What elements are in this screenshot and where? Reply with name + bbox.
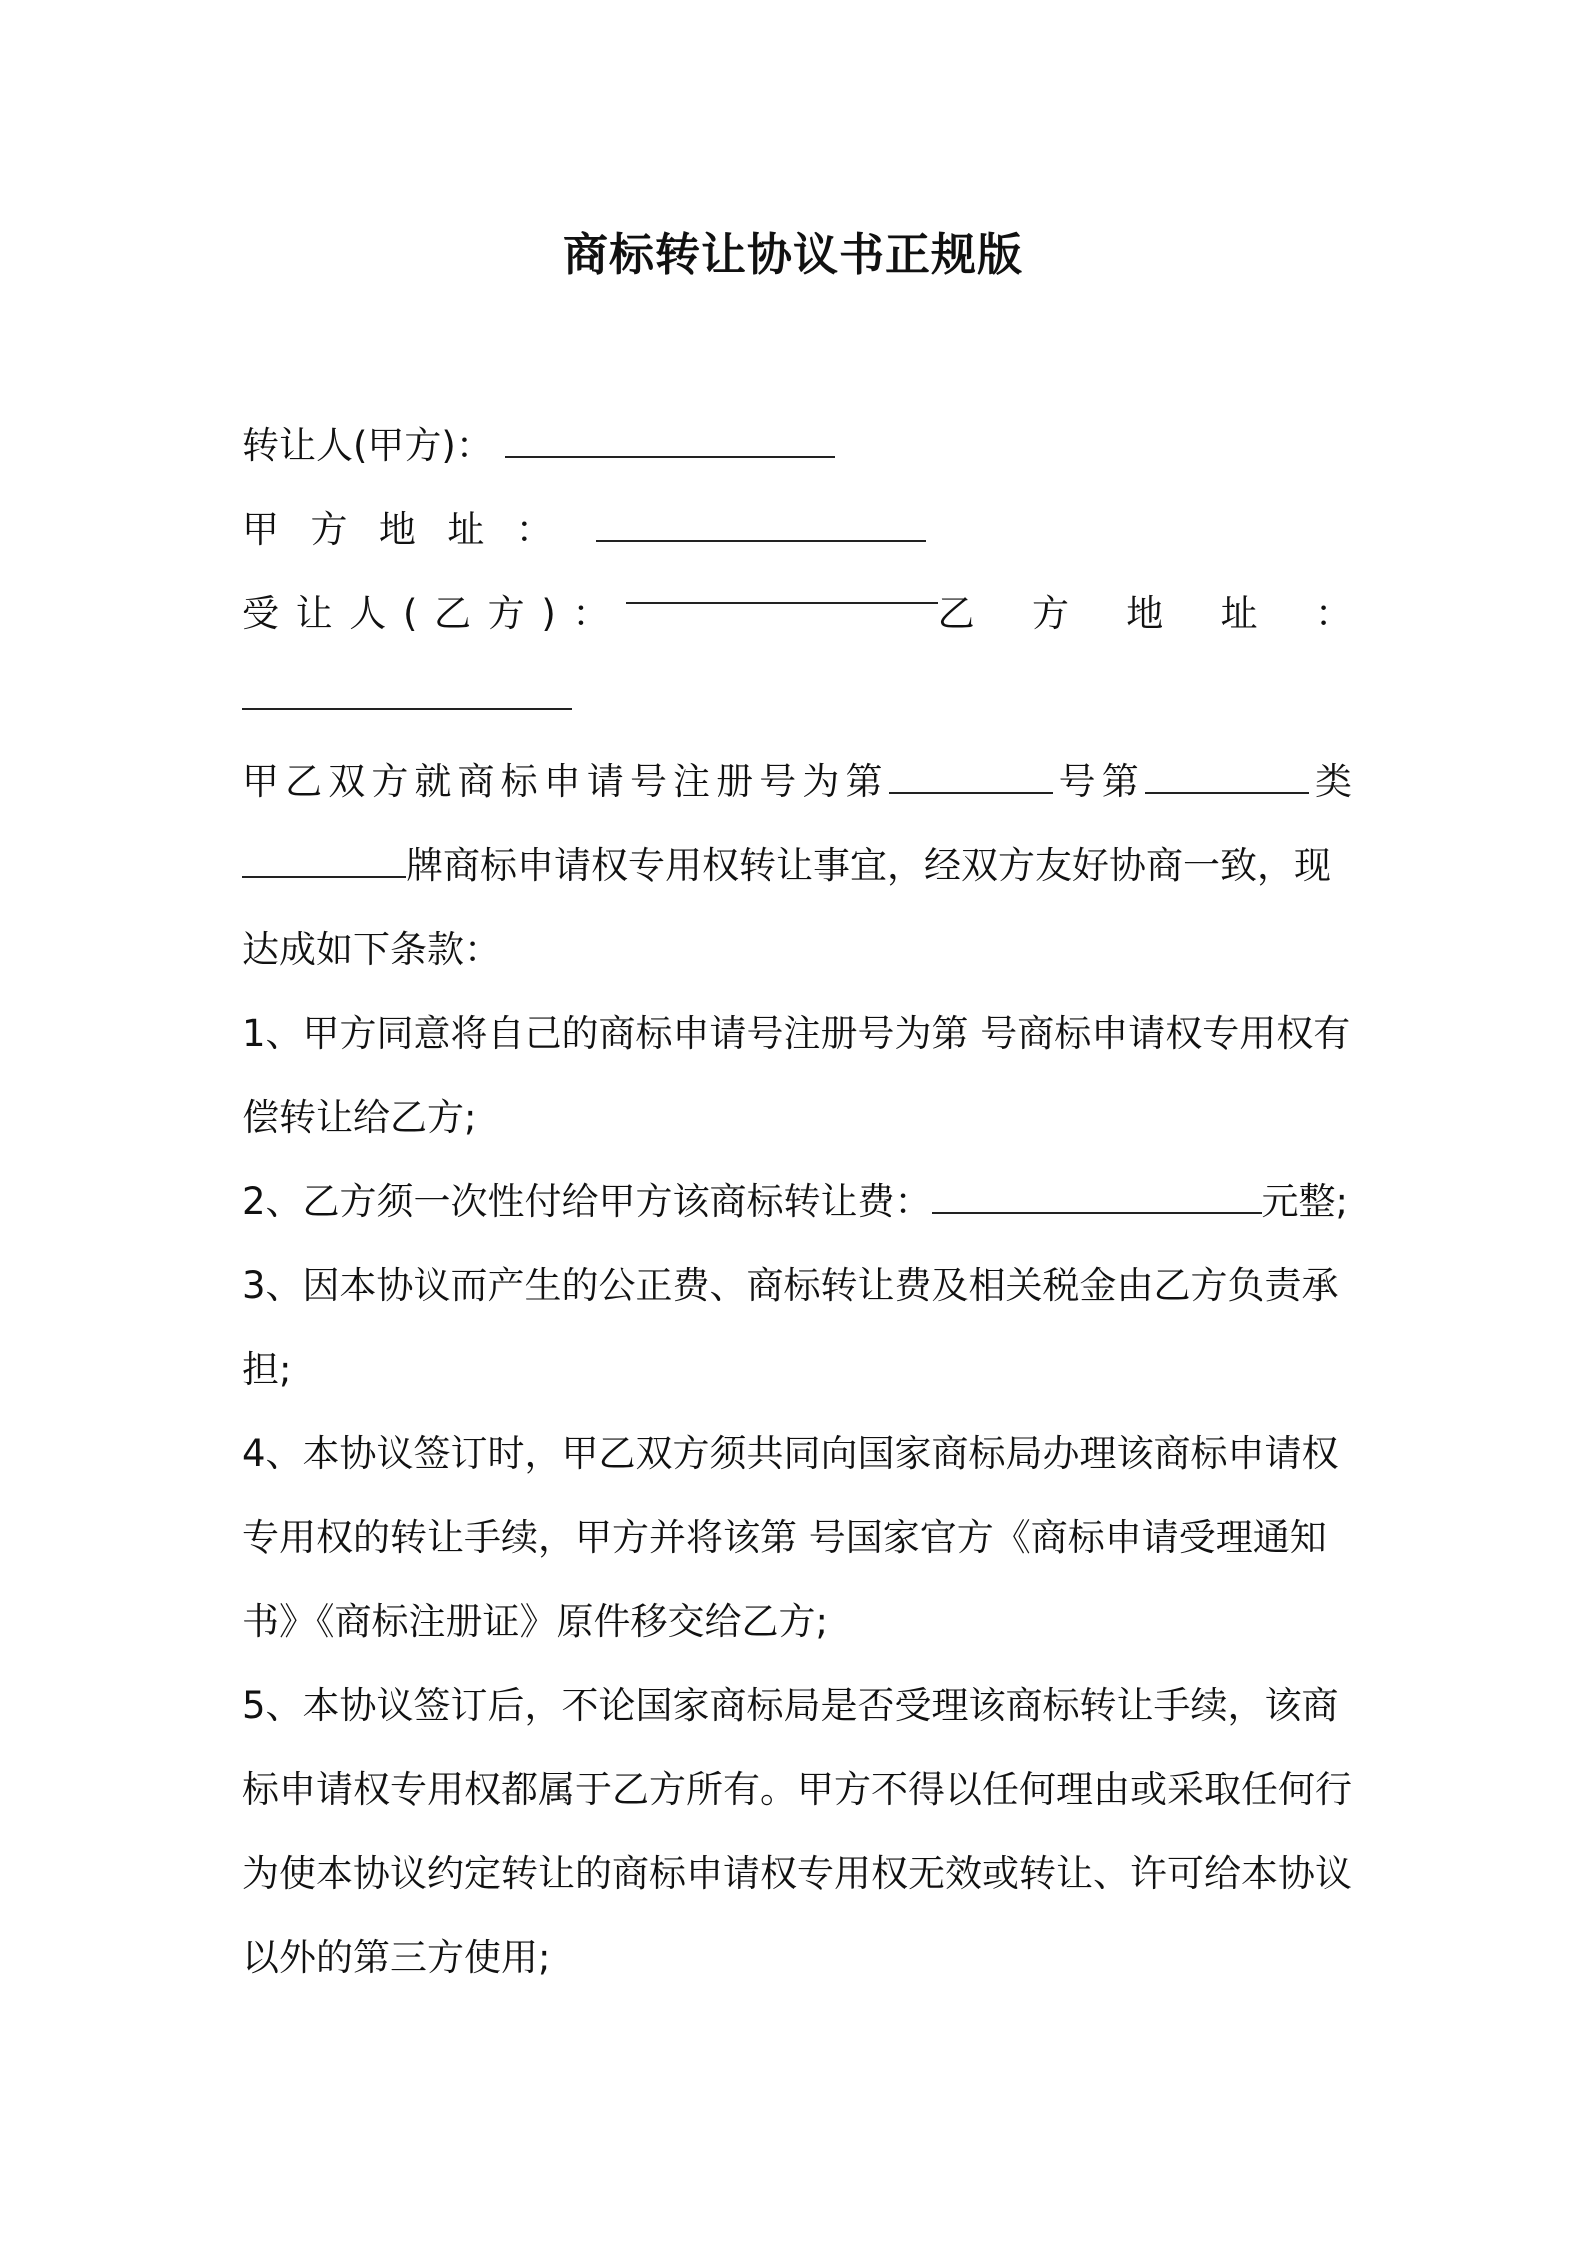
clause-1-line-2 (242, 1076, 1352, 1160)
intro-line-2 (242, 824, 1352, 908)
transferee-line (242, 572, 1410, 656)
clause-5-line-1 (242, 1664, 1352, 1748)
intro-part3: 类 (1308, 760, 1353, 803)
clause-4-text-2: 专用权的转让手续，甲方并将该第 号国家官方《商标申请受理通知 (242, 1516, 1327, 1559)
clause-5-line-2 (242, 1748, 1352, 1832)
transferor-label: 转让人(甲方)： (242, 424, 493, 467)
clause-5-text-4: 以外的第三方使用; (242, 1936, 551, 1979)
party-a-address-label: 甲方地址： (242, 508, 585, 551)
intro-part1: 甲乙双方就商标申请号注册号为第 (242, 760, 889, 803)
transferor-blank (505, 426, 835, 458)
clause-5-line-4 (242, 1916, 1352, 2000)
document-title: 商标转让协议书正规版 (562, 228, 1023, 281)
party-b-address-blank (242, 678, 572, 710)
party-b-address-label: 乙方地址： (937, 592, 1410, 635)
clause-3-text-2: 担; (242, 1348, 292, 1391)
clause-3-line-1 (242, 1244, 1352, 1328)
registration-number-blank (889, 762, 1053, 794)
brand-name-blank (242, 846, 406, 878)
party-a-address-blank (596, 510, 926, 542)
clause-4-line-2 (242, 1496, 1352, 1580)
clause-4-line-1 (242, 1412, 1352, 1496)
transferor-line (242, 404, 1352, 488)
transferee-blank (626, 572, 938, 604)
document-body (242, 404, 1410, 2000)
clause-4-text-3: 书》《商标注册证》原件移交给乙方; (242, 1600, 828, 1643)
transfer-fee-blank (932, 1182, 1262, 1214)
class-number-blank (1145, 762, 1309, 794)
clause-1-text-1: 1、甲方同意将自己的商标申请号注册号为第 号商标申请权专用权有 (242, 1012, 1351, 1055)
transferee-label: 受让人(乙方)： (242, 592, 627, 635)
clause-5-line-3 (242, 1832, 1352, 1916)
clause-5-text-3: 为使本协议约定转让的商标申请权专用权无效或转让、许可给本协议 (242, 1852, 1352, 1895)
clause-5-text-1: 5、本协议签订后，不论国家商标局是否受理该商标转让手续，该商 (242, 1684, 1339, 1727)
party-b-address-blank-line (242, 656, 1352, 740)
clause-4-text-1: 4、本协议签订时，甲乙双方须共同向国家商标局办理该商标申请权 (242, 1432, 1339, 1475)
clause-1-text-2: 偿转让给乙方; (242, 1096, 477, 1139)
clause-4-line-3 (242, 1580, 1352, 1664)
intro-line-3 (242, 908, 1352, 992)
intro-line-1 (242, 740, 1352, 824)
clause-2-text-a: 2、乙方须一次性付给甲方该商标转让费： (242, 1180, 932, 1223)
clause-1-line-1 (242, 992, 1352, 1076)
clause-3-text-1: 3、因本协议而产生的公正费、商标转让费及相关税金由乙方负责承 (242, 1264, 1339, 1307)
clause-5-text-2: 标申请权专用权都属于乙方所有。甲方不得以任何理由或采取任何行 (242, 1768, 1352, 1811)
clause-2-text-b: 元整; (1261, 1180, 1349, 1223)
clause-3-line-2 (242, 1328, 1352, 1412)
intro-part5: 达成如下条款： (242, 928, 501, 971)
clause-2-line (242, 1160, 1352, 1244)
intro-part2: 号第 (1052, 760, 1145, 803)
party-a-address-line (242, 488, 1352, 572)
intro-part4: 牌商标申请权专用权转让事宜，经双方友好协商一致，现 (406, 844, 1331, 887)
